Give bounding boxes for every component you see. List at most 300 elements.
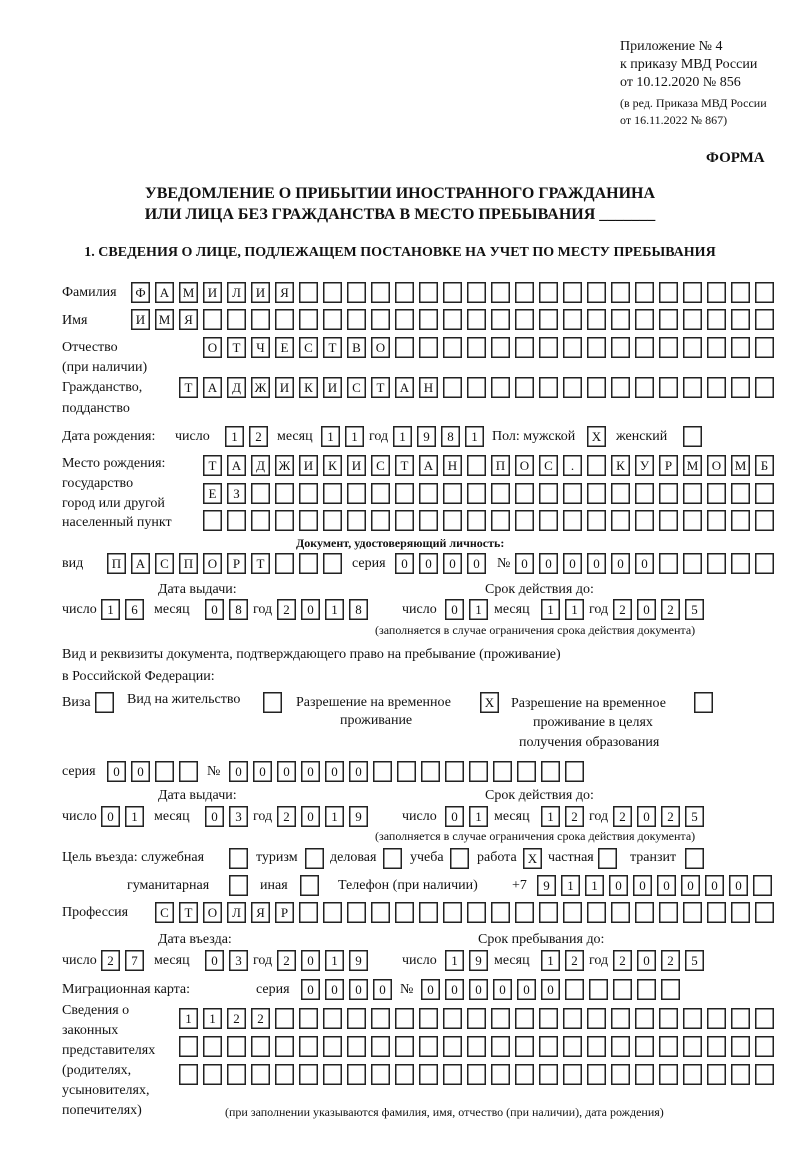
right-issue-year-cell[interactable]: 9 — [349, 806, 368, 827]
patronymic-cell[interactable]: Ч — [251, 337, 270, 358]
profession-cell[interactable] — [299, 902, 318, 923]
profession-cell[interactable] — [707, 902, 726, 923]
profession-cell[interactable] — [515, 902, 534, 923]
mc-number-cell[interactable] — [589, 979, 608, 1000]
birthplace1-cell[interactable]: М — [731, 455, 750, 476]
right-number-cell[interactable]: 0 — [349, 761, 368, 782]
doc-number-cell[interactable] — [731, 553, 750, 574]
profession-cell[interactable] — [731, 902, 750, 923]
rep3-cell[interactable] — [275, 1064, 294, 1085]
profession-cell[interactable] — [755, 902, 774, 923]
rep3-cell[interactable] — [683, 1064, 702, 1085]
phone-cell[interactable]: 1 — [561, 875, 580, 896]
surname-cell[interactable] — [443, 282, 462, 303]
birthplace2-cell[interactable] — [731, 483, 750, 504]
birthplace2-cell[interactable] — [707, 483, 726, 504]
doc-kind-cell[interactable] — [299, 553, 318, 574]
right-valid-day-cell[interactable]: 0 — [445, 806, 464, 827]
right-issue-month-cell[interactable]: 3 — [229, 806, 248, 827]
rep1-cell[interactable] — [371, 1008, 390, 1029]
birthplace2-cell[interactable] — [539, 483, 558, 504]
doc-issue-year-cell[interactable]: 8 — [349, 599, 368, 620]
birthplace3-cell[interactable] — [755, 510, 774, 531]
doc-kind-cell[interactable]: Р — [227, 553, 246, 574]
surname-cell[interactable] — [611, 282, 630, 303]
right-issue-year-cell[interactable]: 1 — [325, 806, 344, 827]
surname-cell[interactable] — [707, 282, 726, 303]
stay-month-cell[interactable]: 2 — [565, 950, 584, 971]
patronymic-cell[interactable] — [635, 337, 654, 358]
birth-year-cell[interactable]: 1 — [393, 426, 412, 447]
citizenship-cell[interactable]: К — [299, 377, 318, 398]
name-cell[interactable] — [251, 309, 270, 330]
mc-series-cell[interactable]: 0 — [373, 979, 392, 1000]
surname-cell[interactable]: И — [203, 282, 222, 303]
patronymic-cell[interactable] — [443, 337, 462, 358]
name-cell[interactable] — [443, 309, 462, 330]
phone-cell[interactable] — [753, 875, 772, 896]
birthplace1-cell[interactable]: И — [299, 455, 318, 476]
profession-cell[interactable] — [683, 902, 702, 923]
purpose-business-cell[interactable] — [383, 848, 402, 869]
rep3-cell[interactable] — [659, 1064, 678, 1085]
surname-cell[interactable]: А — [155, 282, 174, 303]
birthplace3-cell[interactable] — [203, 510, 222, 531]
surname-cell[interactable]: Я — [275, 282, 294, 303]
rep1-cell[interactable]: 1 — [179, 1008, 198, 1029]
doc-number-cell[interactable]: 0 — [635, 553, 654, 574]
rep2-cell[interactable] — [179, 1036, 198, 1057]
rep3-cell[interactable] — [611, 1064, 630, 1085]
purpose-private-cell[interactable] — [598, 848, 617, 869]
birthplace3-cell[interactable] — [395, 510, 414, 531]
patronymic-cell[interactable] — [395, 337, 414, 358]
doc-number-cell[interactable] — [659, 553, 678, 574]
name-cell[interactable] — [347, 309, 366, 330]
doc-number-cell[interactable] — [683, 553, 702, 574]
birthplace1-cell[interactable]: Т — [395, 455, 414, 476]
patronymic-cell[interactable] — [659, 337, 678, 358]
surname-cell[interactable] — [371, 282, 390, 303]
birthplace1-cell[interactable]: . — [563, 455, 582, 476]
name-cell[interactable] — [275, 309, 294, 330]
birthplace3-cell[interactable] — [467, 510, 486, 531]
rep2-cell[interactable] — [659, 1036, 678, 1057]
birthplace3-cell[interactable] — [563, 510, 582, 531]
rep1-cell[interactable] — [683, 1008, 702, 1029]
right-valid-month-cell[interactable]: 1 — [541, 806, 560, 827]
birthplace1-cell[interactable]: А — [419, 455, 438, 476]
mc-number-cell[interactable]: 0 — [445, 979, 464, 1000]
birthplace1-cell[interactable]: Ж — [275, 455, 294, 476]
rep3-cell[interactable] — [371, 1064, 390, 1085]
phone-cell[interactable]: 0 — [729, 875, 748, 896]
doc-issue-year-cell[interactable]: 2 — [277, 599, 296, 620]
birthplace2-cell[interactable] — [755, 483, 774, 504]
birthplace3-cell[interactable] — [251, 510, 270, 531]
right-number-cell[interactable] — [421, 761, 440, 782]
birthplace1-cell[interactable]: С — [539, 455, 558, 476]
rep1-cell[interactable] — [467, 1008, 486, 1029]
profession-cell[interactable] — [443, 902, 462, 923]
birthplace3-cell[interactable] — [515, 510, 534, 531]
doc-issue-year-cell[interactable]: 1 — [325, 599, 344, 620]
patronymic-cell[interactable]: Т — [323, 337, 342, 358]
entry-year-cell[interactable]: 1 — [325, 950, 344, 971]
rep3-cell[interactable] — [755, 1064, 774, 1085]
birthplace1-cell[interactable]: Б — [755, 455, 774, 476]
rep1-cell[interactable] — [323, 1008, 342, 1029]
right-number-cell[interactable] — [397, 761, 416, 782]
birth-year-cell[interactable]: 8 — [441, 426, 460, 447]
mc-number-cell[interactable] — [637, 979, 656, 1000]
phone-cell[interactable]: 0 — [609, 875, 628, 896]
doc-kind-cell[interactable]: С — [155, 553, 174, 574]
rep1-cell[interactable] — [539, 1008, 558, 1029]
doc-number-cell[interactable]: 0 — [587, 553, 606, 574]
right-number-cell[interactable] — [373, 761, 392, 782]
patronymic-cell[interactable] — [467, 337, 486, 358]
patronymic-cell[interactable]: О — [203, 337, 222, 358]
name-cell[interactable] — [683, 309, 702, 330]
citizenship-cell[interactable]: А — [395, 377, 414, 398]
patronymic-cell[interactable]: С — [299, 337, 318, 358]
profession-cell[interactable] — [467, 902, 486, 923]
citizenship-cell[interactable] — [707, 377, 726, 398]
citizenship-cell[interactable]: А — [203, 377, 222, 398]
mc-series-cell[interactable]: 0 — [325, 979, 344, 1000]
rep1-cell[interactable] — [707, 1008, 726, 1029]
birthplace2-cell[interactable]: Е — [203, 483, 222, 504]
right-number-cell[interactable] — [469, 761, 488, 782]
right-series-cell[interactable]: 0 — [131, 761, 150, 782]
rep1-cell[interactable] — [299, 1008, 318, 1029]
purpose-humanitarian-cell[interactable] — [229, 875, 248, 896]
rep2-cell[interactable] — [635, 1036, 654, 1057]
birthplace1-cell[interactable]: Р — [659, 455, 678, 476]
rep2-cell[interactable] — [323, 1036, 342, 1057]
doc-kind-cell[interactable]: П — [179, 553, 198, 574]
right-number-cell[interactable]: 0 — [325, 761, 344, 782]
profession-cell[interactable]: Я — [251, 902, 270, 923]
right-number-cell[interactable]: 0 — [277, 761, 296, 782]
birthplace1-cell[interactable]: И — [347, 455, 366, 476]
rep1-cell[interactable] — [659, 1008, 678, 1029]
doc-issue-month-cell[interactable]: 8 — [229, 599, 248, 620]
birthplace3-cell[interactable] — [635, 510, 654, 531]
doc-valid-day-cell[interactable]: 0 — [445, 599, 464, 620]
surname-cell[interactable] — [731, 282, 750, 303]
birthplace2-cell[interactable] — [491, 483, 510, 504]
surname-cell[interactable] — [395, 282, 414, 303]
rep3-cell[interactable] — [323, 1064, 342, 1085]
mc-series-cell[interactable]: 0 — [349, 979, 368, 1000]
entry-year-cell[interactable]: 2 — [277, 950, 296, 971]
birthplace3-cell[interactable] — [539, 510, 558, 531]
mc-series-cell[interactable]: 0 — [301, 979, 320, 1000]
rep2-cell[interactable] — [755, 1036, 774, 1057]
rep2-cell[interactable] — [395, 1036, 414, 1057]
birthplace1-cell[interactable]: П — [491, 455, 510, 476]
patronymic-cell[interactable] — [515, 337, 534, 358]
purpose-transit-cell[interactable] — [685, 848, 704, 869]
name-cell[interactable] — [203, 309, 222, 330]
rep2-cell[interactable] — [539, 1036, 558, 1057]
stay-year-cell[interactable]: 2 — [613, 950, 632, 971]
profession-cell[interactable] — [659, 902, 678, 923]
surname-cell[interactable] — [635, 282, 654, 303]
citizenship-cell[interactable]: Н — [419, 377, 438, 398]
birthplace3-cell[interactable] — [443, 510, 462, 531]
rep2-cell[interactable] — [611, 1036, 630, 1057]
doc-kind-cell[interactable]: О — [203, 553, 222, 574]
citizenship-cell[interactable] — [443, 377, 462, 398]
birthplace3-cell[interactable] — [323, 510, 342, 531]
sex-female-cell[interactable] — [683, 426, 702, 447]
rep3-cell[interactable] — [563, 1064, 582, 1085]
rep3-cell[interactable] — [179, 1064, 198, 1085]
patronymic-cell[interactable] — [563, 337, 582, 358]
doc-valid-year-cell[interactable]: 5 — [685, 599, 704, 620]
citizenship-cell[interactable] — [683, 377, 702, 398]
birthplace2-cell[interactable] — [323, 483, 342, 504]
rep1-cell[interactable] — [419, 1008, 438, 1029]
right-issue-year-cell[interactable]: 2 — [277, 806, 296, 827]
right-series-cell[interactable] — [179, 761, 198, 782]
birthplace1-cell[interactable]: С — [371, 455, 390, 476]
patronymic-cell[interactable]: Т — [227, 337, 246, 358]
doc-number-cell[interactable]: 0 — [611, 553, 630, 574]
citizenship-cell[interactable] — [755, 377, 774, 398]
rep2-cell[interactable] — [587, 1036, 606, 1057]
rep1-cell[interactable] — [347, 1008, 366, 1029]
rep1-cell[interactable] — [275, 1008, 294, 1029]
doc-issue-year-cell[interactable]: 0 — [301, 599, 320, 620]
profession-cell[interactable] — [395, 902, 414, 923]
doc-valid-year-cell[interactable]: 0 — [637, 599, 656, 620]
rep2-cell[interactable] — [419, 1036, 438, 1057]
mc-number-cell[interactable]: 0 — [421, 979, 440, 1000]
right-valid-year-cell[interactable]: 2 — [661, 806, 680, 827]
surname-cell[interactable] — [587, 282, 606, 303]
phone-cell[interactable]: 0 — [705, 875, 724, 896]
rep2-cell[interactable] — [251, 1036, 270, 1057]
citizenship-cell[interactable] — [611, 377, 630, 398]
mc-number-cell[interactable] — [613, 979, 632, 1000]
visa-cell[interactable] — [95, 692, 114, 713]
mc-number-cell[interactable] — [565, 979, 584, 1000]
mc-number-cell[interactable]: 0 — [541, 979, 560, 1000]
residence-cell[interactable] — [263, 692, 282, 713]
birth-day-cell[interactable]: 1 — [225, 426, 244, 447]
patronymic-cell[interactable] — [539, 337, 558, 358]
birth-month-cell[interactable]: 1 — [321, 426, 340, 447]
birthplace2-cell[interactable] — [563, 483, 582, 504]
name-cell[interactable]: Я — [179, 309, 198, 330]
birthplace1-cell[interactable]: А — [227, 455, 246, 476]
rep1-cell[interactable] — [491, 1008, 510, 1029]
name-cell[interactable] — [515, 309, 534, 330]
birthplace3-cell[interactable] — [611, 510, 630, 531]
birthplace3-cell[interactable] — [659, 510, 678, 531]
citizenship-cell[interactable] — [467, 377, 486, 398]
right-number-cell[interactable]: 0 — [229, 761, 248, 782]
right-series-cell[interactable]: 0 — [107, 761, 126, 782]
phone-cell[interactable]: 0 — [657, 875, 676, 896]
name-cell[interactable] — [419, 309, 438, 330]
birth-year-cell[interactable]: 9 — [417, 426, 436, 447]
mc-number-cell[interactable] — [661, 979, 680, 1000]
patronymic-cell[interactable]: В — [347, 337, 366, 358]
birthplace3-cell[interactable] — [683, 510, 702, 531]
patronymic-cell[interactable] — [755, 337, 774, 358]
birthplace1-cell[interactable]: К — [323, 455, 342, 476]
birthplace2-cell[interactable] — [299, 483, 318, 504]
birthplace2-cell[interactable] — [251, 483, 270, 504]
profession-cell[interactable]: Т — [179, 902, 198, 923]
doc-number-cell[interactable]: 0 — [515, 553, 534, 574]
rep1-cell[interactable] — [563, 1008, 582, 1029]
rep3-cell[interactable] — [587, 1064, 606, 1085]
rep1-cell[interactable] — [635, 1008, 654, 1029]
birthplace2-cell[interactable] — [659, 483, 678, 504]
doc-valid-month-cell[interactable]: 1 — [565, 599, 584, 620]
surname-cell[interactable] — [563, 282, 582, 303]
surname-cell[interactable] — [539, 282, 558, 303]
surname-cell[interactable]: М — [179, 282, 198, 303]
name-cell[interactable] — [611, 309, 630, 330]
name-cell[interactable] — [659, 309, 678, 330]
doc-number-cell[interactable]: 0 — [563, 553, 582, 574]
right-number-cell[interactable] — [541, 761, 560, 782]
doc-series-cell[interactable]: 0 — [419, 553, 438, 574]
birthplace2-cell[interactable] — [443, 483, 462, 504]
citizenship-cell[interactable] — [731, 377, 750, 398]
phone-cell[interactable]: 0 — [633, 875, 652, 896]
surname-cell[interactable] — [515, 282, 534, 303]
doc-kind-cell[interactable]: П — [107, 553, 126, 574]
citizenship-cell[interactable]: Т — [371, 377, 390, 398]
citizenship-cell[interactable] — [491, 377, 510, 398]
birth-month-cell[interactable]: 1 — [345, 426, 364, 447]
birthplace2-cell[interactable] — [371, 483, 390, 504]
rep1-cell[interactable] — [515, 1008, 534, 1029]
name-cell[interactable]: И — [131, 309, 150, 330]
patronymic-cell[interactable]: Е — [275, 337, 294, 358]
rep2-cell[interactable] — [491, 1036, 510, 1057]
trp-cell[interactable]: X — [480, 692, 499, 713]
surname-cell[interactable]: Ф — [131, 282, 150, 303]
trp-edu-cell[interactable] — [694, 692, 713, 713]
name-cell[interactable] — [227, 309, 246, 330]
birthplace2-cell[interactable] — [347, 483, 366, 504]
birthplace2-cell[interactable] — [635, 483, 654, 504]
surname-cell[interactable]: Л — [227, 282, 246, 303]
birthplace1-cell[interactable]: У — [635, 455, 654, 476]
birthplace2-cell[interactable] — [467, 483, 486, 504]
phone-cell[interactable]: 9 — [537, 875, 556, 896]
purpose-study-cell[interactable] — [450, 848, 469, 869]
name-cell[interactable] — [587, 309, 606, 330]
patronymic-cell[interactable] — [419, 337, 438, 358]
name-cell[interactable] — [371, 309, 390, 330]
phone-cell[interactable]: 0 — [681, 875, 700, 896]
birthplace2-cell[interactable] — [515, 483, 534, 504]
stay-day-cell[interactable]: 9 — [469, 950, 488, 971]
rep2-cell[interactable] — [347, 1036, 366, 1057]
entry-year-cell[interactable]: 0 — [301, 950, 320, 971]
birthplace3-cell[interactable] — [227, 510, 246, 531]
name-cell[interactable] — [563, 309, 582, 330]
rep1-cell[interactable]: 2 — [251, 1008, 270, 1029]
profession-cell[interactable] — [347, 902, 366, 923]
birthplace1-cell[interactable] — [467, 455, 486, 476]
right-number-cell[interactable]: 0 — [301, 761, 320, 782]
rep3-cell[interactable] — [707, 1064, 726, 1085]
birthplace2-cell[interactable] — [683, 483, 702, 504]
citizenship-cell[interactable] — [659, 377, 678, 398]
surname-cell[interactable] — [755, 282, 774, 303]
doc-number-cell[interactable] — [755, 553, 774, 574]
name-cell[interactable] — [395, 309, 414, 330]
birthplace1-cell[interactable]: Н — [443, 455, 462, 476]
citizenship-cell[interactable] — [539, 377, 558, 398]
profession-cell[interactable] — [491, 902, 510, 923]
rep3-cell[interactable] — [491, 1064, 510, 1085]
stay-year-cell[interactable]: 2 — [661, 950, 680, 971]
right-number-cell[interactable] — [565, 761, 584, 782]
phone-cell[interactable]: 1 — [585, 875, 604, 896]
rep1-cell[interactable]: 2 — [227, 1008, 246, 1029]
birthplace1-cell[interactable]: Д — [251, 455, 270, 476]
doc-valid-year-cell[interactable]: 2 — [613, 599, 632, 620]
citizenship-cell[interactable] — [515, 377, 534, 398]
profession-cell[interactable] — [419, 902, 438, 923]
citizenship-cell[interactable] — [587, 377, 606, 398]
rep2-cell[interactable] — [683, 1036, 702, 1057]
name-cell[interactable] — [299, 309, 318, 330]
doc-number-cell[interactable]: 0 — [539, 553, 558, 574]
profession-cell[interactable] — [563, 902, 582, 923]
rep3-cell[interactable] — [227, 1064, 246, 1085]
citizenship-cell[interactable] — [635, 377, 654, 398]
rep1-cell[interactable] — [395, 1008, 414, 1029]
right-issue-day-cell[interactable]: 1 — [125, 806, 144, 827]
birthplace1-cell[interactable]: К — [611, 455, 630, 476]
name-cell[interactable] — [755, 309, 774, 330]
birthplace2-cell[interactable] — [611, 483, 630, 504]
right-issue-year-cell[interactable]: 0 — [301, 806, 320, 827]
rep3-cell[interactable] — [347, 1064, 366, 1085]
doc-kind-cell[interactable]: А — [131, 553, 150, 574]
profession-cell[interactable]: С — [155, 902, 174, 923]
doc-kind-cell[interactable]: Т — [251, 553, 270, 574]
birthplace2-cell[interactable] — [275, 483, 294, 504]
birthplace3-cell[interactable] — [347, 510, 366, 531]
doc-series-cell[interactable]: 0 — [443, 553, 462, 574]
rep3-cell[interactable] — [419, 1064, 438, 1085]
profession-cell[interactable]: Л — [227, 902, 246, 923]
stay-year-cell[interactable]: 0 — [637, 950, 656, 971]
doc-series-cell[interactable]: 0 — [395, 553, 414, 574]
surname-cell[interactable] — [299, 282, 318, 303]
profession-cell[interactable] — [539, 902, 558, 923]
citizenship-cell[interactable] — [563, 377, 582, 398]
right-valid-year-cell[interactable]: 5 — [685, 806, 704, 827]
birthplace1-cell[interactable] — [587, 455, 606, 476]
doc-kind-cell[interactable] — [323, 553, 342, 574]
patronymic-cell[interactable] — [683, 337, 702, 358]
